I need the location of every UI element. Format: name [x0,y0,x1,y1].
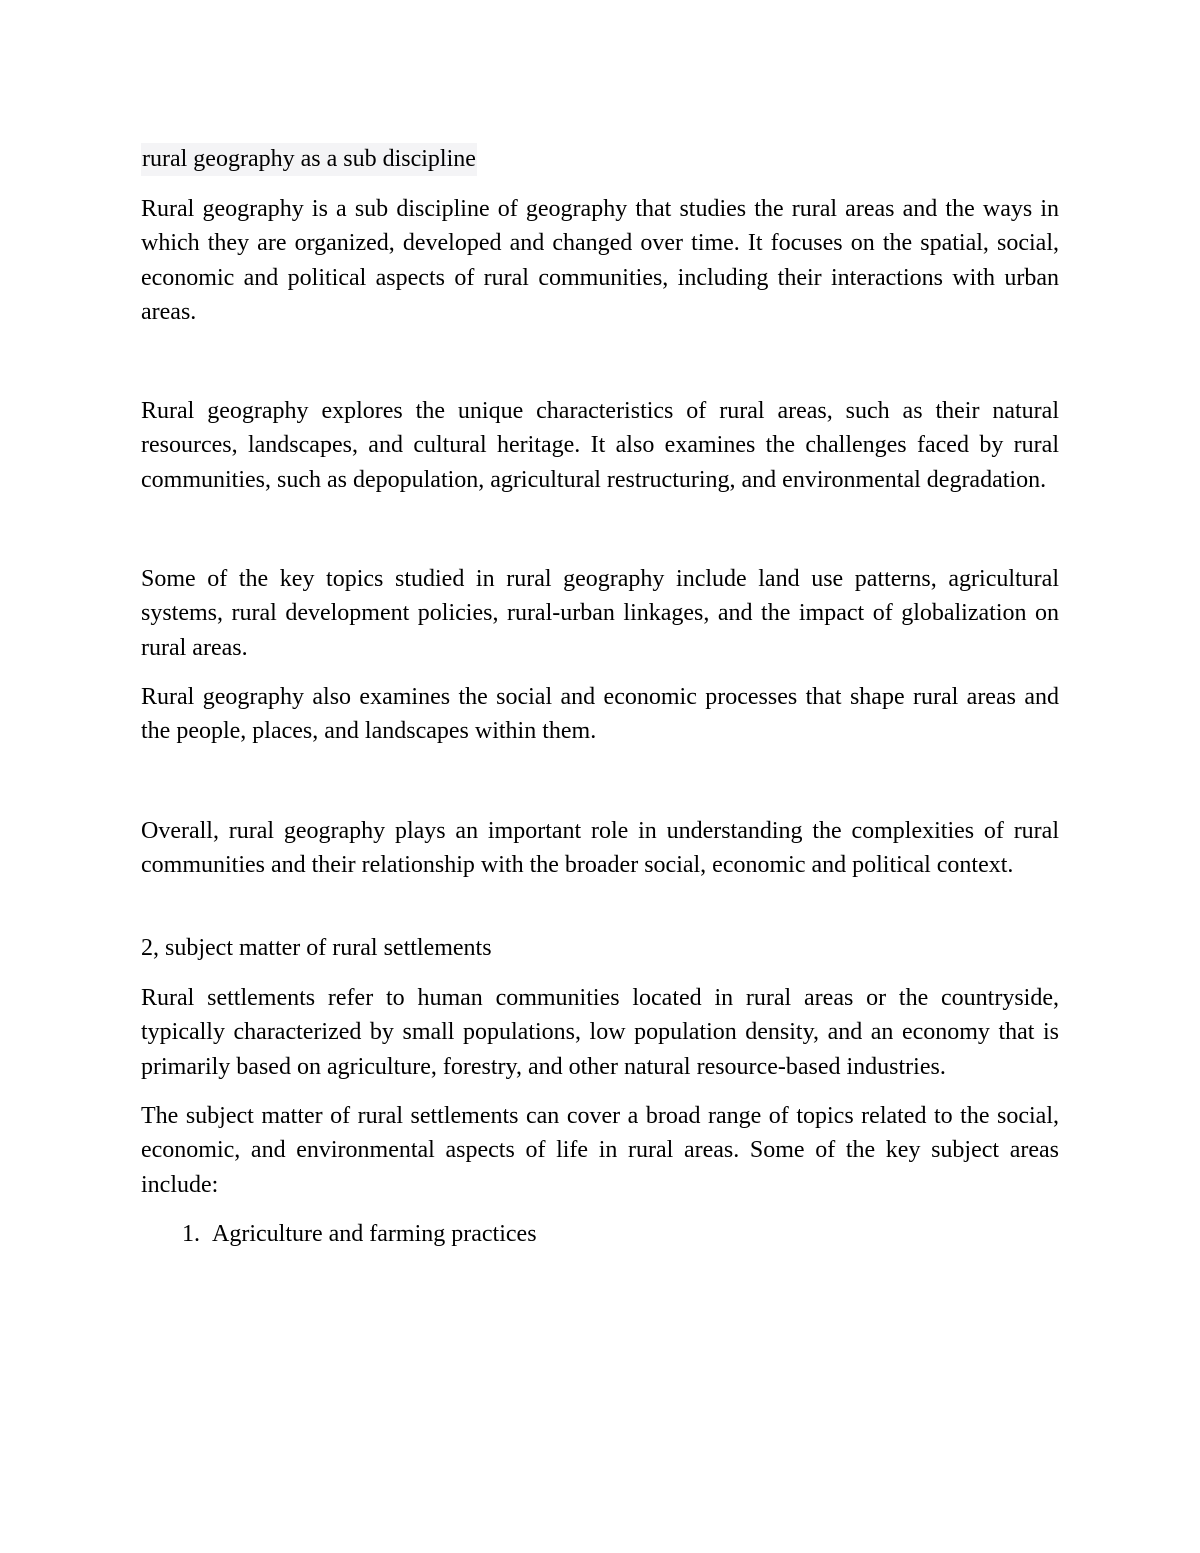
document-body [141,143,1059,1251]
paragraph: Rural geography also examines the social and economic processes that shape rural areas and the people, places, and landscapes within them. [141,683,1059,745]
paragraph: Overall, rural geography plays an important role in understanding the complexities of rural communities and their relationship with the broader social, economic and political context. [141,817,1059,878]
list-item-number: 1. [182,1220,200,1247]
paragraph: Some of the key topics studied in rural geography include land use patterns, agricultural systems, rural development policies, rural-urban linkages, and the impact of globalization on rural areas. [141,566,1059,661]
document-heading: rural geography as a sub discipline [141,143,477,176]
list-item [141,1217,1059,1251]
numbered-list [141,1217,1059,1251]
paragraph: Rural settlements refer to human communities located in rural areas or the countryside, typically characterized by small populations, low population density, and an economy that is primarily based on agriculture, forestry, and other natural resource-based industries. [141,985,1059,1080]
list-item-text: Agriculture and farming practices [212,1220,537,1247]
paragraph: Rural geography is a sub discipline of geography that studies the rural areas and the ways in which they are organized, developed and changed over time. It focuses on the spatial, social, economic and political aspects of rural communities, including their interactions with urban areas. [141,196,1059,325]
paragraph: Rural geography explores the unique characteristics of rural areas, such as their natural resources, landscapes, and cultural heritage. It also examines the challenges faced by rural communities, such as depopulation, agricultural restructuring, and environmental degradation. [141,398,1059,493]
section-heading: 2, subject matter of rural settlements [141,935,492,962]
paragraph: The subject matter of rural settlements can cover a broad range of topics related to the social, economic, and environmental aspects of life in rural areas. Some of the key subject areas include: [141,1103,1059,1198]
